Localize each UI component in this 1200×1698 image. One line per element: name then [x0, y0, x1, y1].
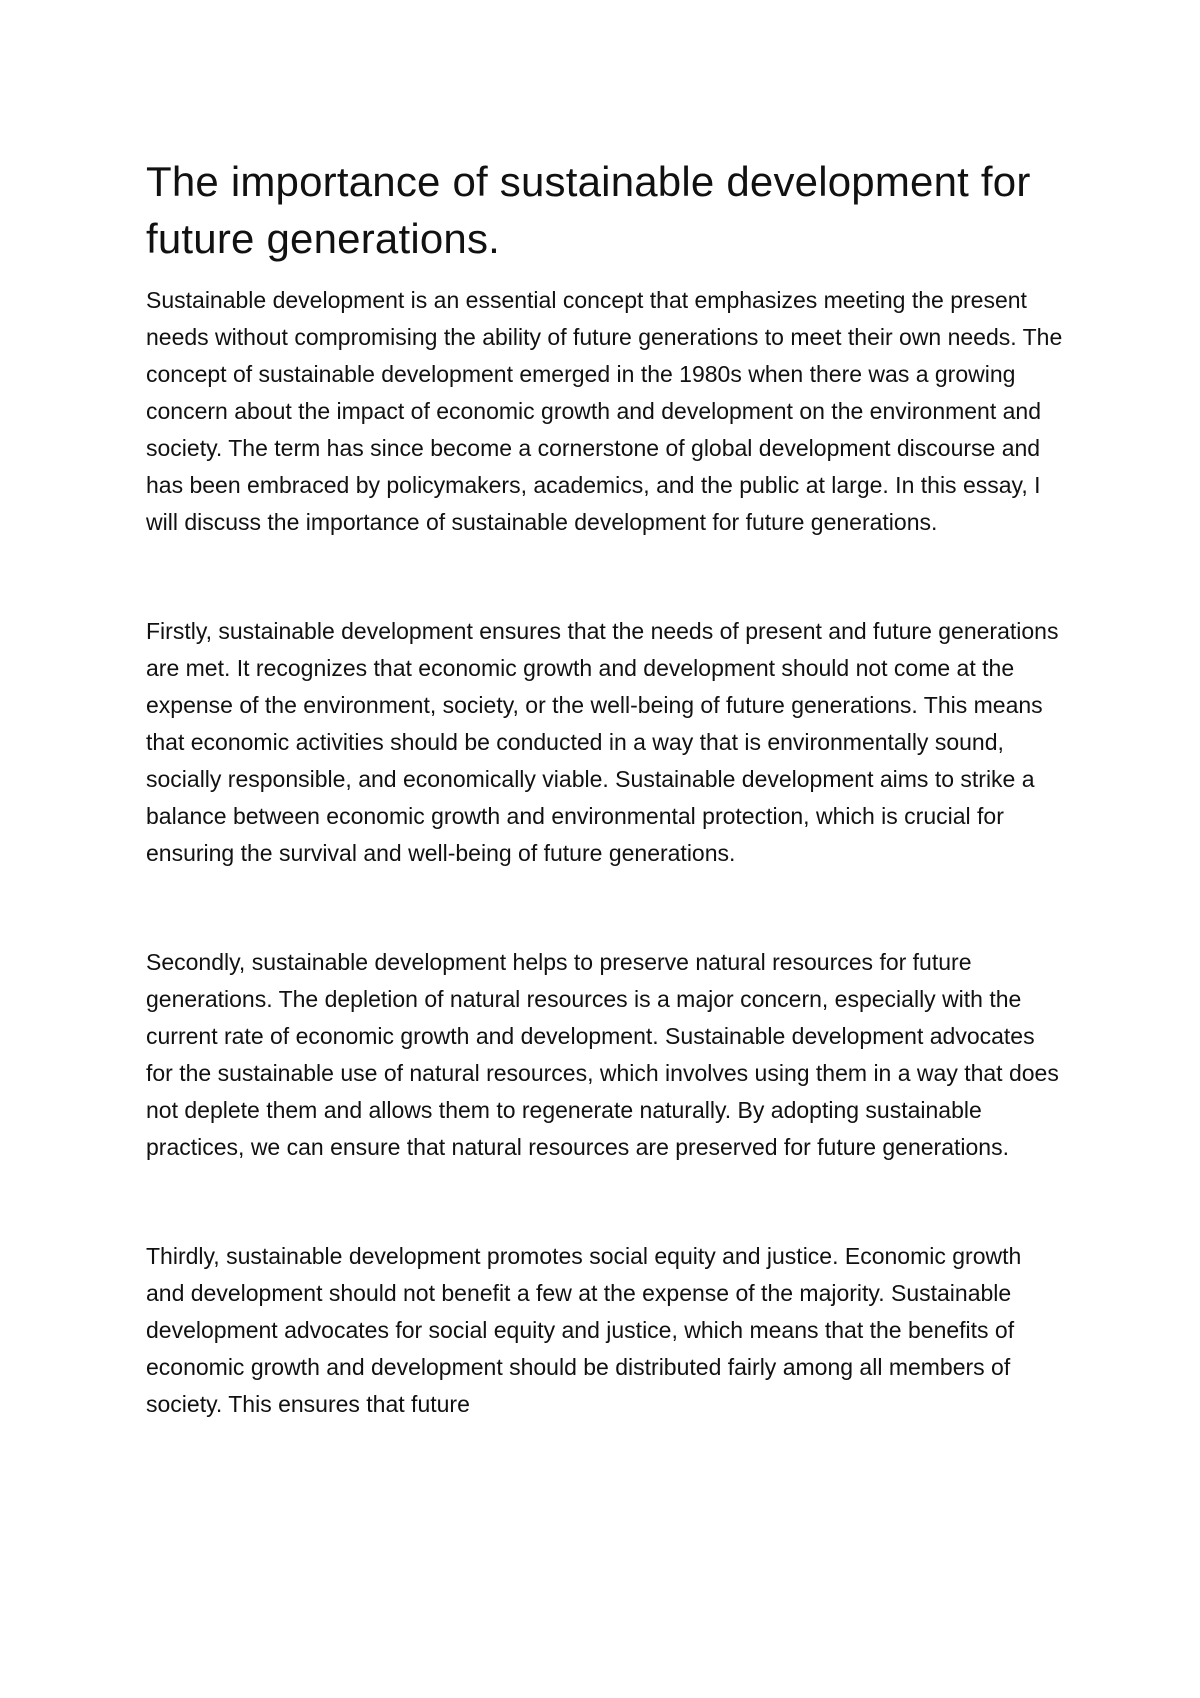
- paragraph-spacer: [146, 872, 1066, 944]
- paragraph-thirdly: Thirdly, sustainable development promotes social equity and justice. Economic growth and development should not benefit a few at the expense of the majority. Sustainable development advocates for social equity and justice, which means that the benefits of economic growth and development should be distributed fairly among all members of society. This ensures that future: [146, 1243, 1022, 1417]
- document-title: The importance of sustainable development for future generations.: [146, 158, 1031, 262]
- paragraph-spacer: [146, 1166, 1066, 1238]
- paragraph-firstly: Firstly, sustainable development ensures that the needs of present and future generations are met. It recognizes that economic growth and development should not come at the expense of the environment, society, or the well-being of future generations. This means that economic activities should be conducted in a way that is environmentally sound, socially responsible, and economically viable. Sustainable development aims to strike a balance between economic growth and environmental protection, which is crucial for ensuring the survival and well-being of future generations.: [146, 618, 1059, 866]
- paragraph-secondly: Secondly, sustainable development helps to preserve natural resources for future generations. The depletion of natural resources is a major concern, especially with the current rate of economic growth and development. Sustainable development advocates for the sustainable use of natural resources, which involves using them in a way that does not deplete them and allows them to regenerate naturally. By adopting sustainable practices, we can ensure that natural resources are preserved for future generations.: [146, 949, 1059, 1160]
- document-body: [146, 153, 1066, 1423]
- paragraph-spacer: [146, 541, 1066, 613]
- paragraph-introduction: Sustainable development is an essential concept that emphasizes meeting the present needs without compromising the ability of future generations to meet their own needs. The concept of sustainable development emerged in the 1980s when there was a growing concern about the impact of economic growth and development on the environment and society. The term has since become a cornerstone of global development discourse and has been embraced by policymakers, academics, and the public at large. In this essay, I will discuss the importance of sustainable development for future generations.: [146, 287, 1063, 535]
